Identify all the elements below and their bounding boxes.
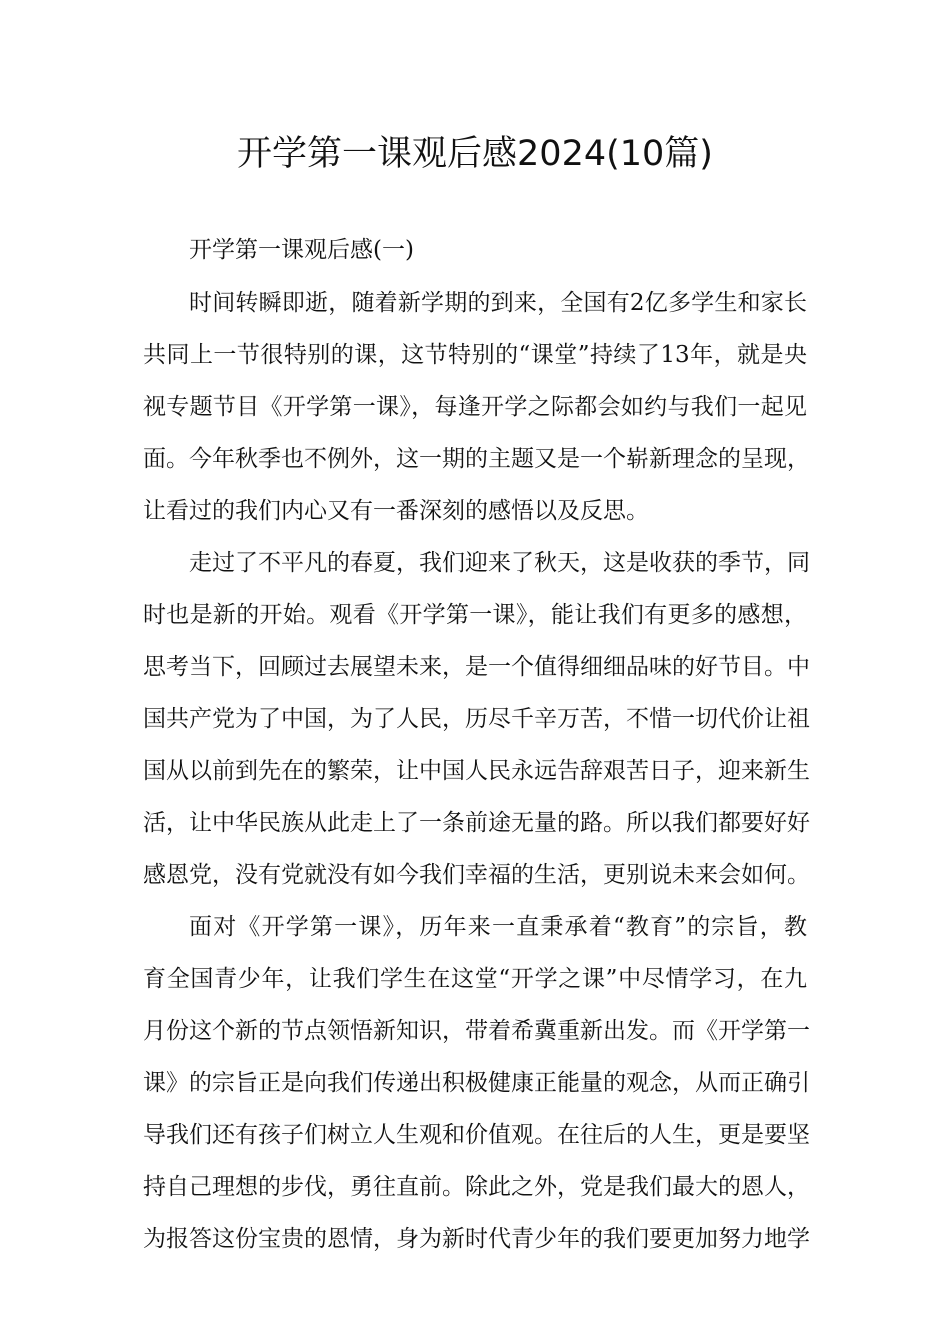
paragraph-2-line-6: 活，让中华民族从此走上了一条前途无量的路。所以我们都要好好 — [143, 810, 810, 836]
paragraph-3-line-6: 持自己理想的步伐，勇往直前。除此之外，党是我们最大的恩人， — [143, 1174, 810, 1200]
paragraph-2-line-4: 国共产党为了中国，为了人民，历尽千辛万苦，不惜一切代价让祖 — [143, 706, 810, 732]
paragraph-3-line-7: 为报答这份宝贵的恩情，身为新时代青少年的我们要更加努力地学 — [143, 1226, 810, 1252]
paragraph-3-line-5: 导我们还有孩子们树立人生观和价值观。在往后的人生，更是要坚 — [143, 1122, 810, 1148]
section-heading: 开学第一课观后感(一) — [189, 237, 414, 263]
paragraph-2-line-7: 感恩党，没有党就没有如今我们幸福的生活，更别说未来会如何。 — [143, 862, 810, 888]
paragraph-1-line-5: 让看过的我们内心又有一番深刻的感悟以及反思。 — [143, 498, 649, 524]
paragraph-3-line-2: 育全国青少年，让我们学生在这堂“开学之课”中尽情学习，在九 — [143, 966, 807, 992]
paragraph-3-line-4: 课》的宗旨正是向我们传递出积极健康正能量的观念，从而正确引 — [143, 1070, 810, 1096]
paragraph-2-line-5: 国从以前到先在的繁荣，让中国人民永远告辞艰苦日子，迎来新生 — [143, 758, 810, 784]
paragraph-1-line-3: 视专题节目《开学第一课》，每逢开学之际都会如约与我们一起见 — [143, 394, 807, 420]
paragraph-1-line-2: 共同上一节很特别的课，这节特别的“课堂”持续了13年，就是央 — [143, 342, 807, 368]
paragraph-3-line-3: 月份这个新的节点领悟新知识，带着希冀重新出发。而《开学第一 — [143, 1018, 810, 1044]
paragraph-3-line-1: 面对《开学第一课》，历年来一直秉承着“教育”的宗旨，教 — [189, 914, 807, 940]
paragraph-2-line-2: 时也是新的开始。观看《开学第一课》，能让我们有更多的感想， — [143, 602, 807, 628]
document-title: 开学第一课观后感2024(10篇) — [237, 134, 713, 174]
paragraph-1-line-4: 面。今年秋季也不例外，这一期的主题又是一个崭新理念的呈现， — [143, 446, 810, 472]
paragraph-1-line-1: 时间转瞬即逝，随着新学期的到来，全国有2亿多学生和家长 — [189, 290, 807, 316]
paragraph-2-line-3: 思考当下，回顾过去展望未来，是一个值得细细品味的好节目。中 — [143, 654, 810, 680]
paragraph-2-line-1: 走过了不平凡的春夏，我们迎来了秋天，这是收获的季节，同 — [189, 550, 810, 576]
